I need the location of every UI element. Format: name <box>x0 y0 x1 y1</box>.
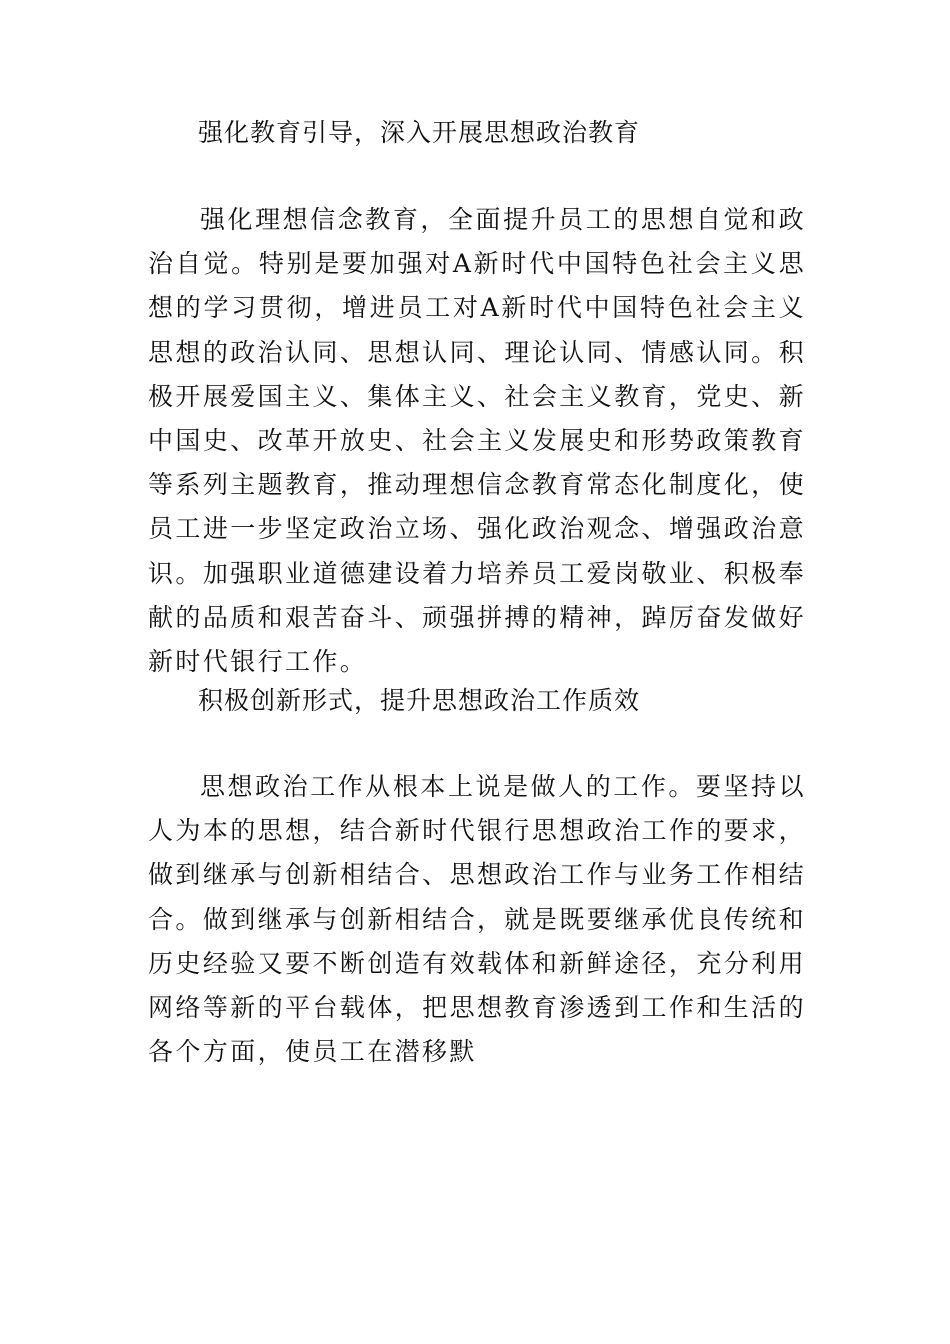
section-heading-1: 强化教育引导，深入开展思想政治教育 <box>198 118 641 147</box>
section-body-1: 强化理想信念教育，全面提升员工的思想自觉和政治自觉。特别是要加强对A新时代中国特色社会主义思想的学习贯彻，增进员工对A新时代中国特色社会主义思想的政治认同、思想认同、理论认同、情感认同。积极开展爱国主义、集体主义、社会主义教育，党史、新中国史、改革开放史、社会主义发展史和形势政策教育等系列主题教育，推动理想信念教育常态化制度化，使员工进一步坚定政治立场、强化政治观念、增强政治意识。加强职业道德建设着力培养员工爱岗敬业、积极奉献的品质和艰苦奋斗、顽强拼搏的精神，踔厉奋发做好新时代银行工作。 <box>148 205 806 677</box>
section-heading-2: 积极创新形式，提升思想政治工作质效 <box>198 686 641 715</box>
section-body-2: 思想政治工作从根本上说是做人的工作。要坚持以人为本的思想，结合新时代银行思想政治工作的要求，做到继承与创新相结合、思想政治工作与业务工作相结合。做到继承与创新相结合，就是既要继承优良传统和历史经验又要不断创造有效载体和新鲜途径，充分利用网络等新的平台载体，把思想教育渗透到工作和生活的各个方面，使员工在潜移默 <box>148 772 806 1067</box>
